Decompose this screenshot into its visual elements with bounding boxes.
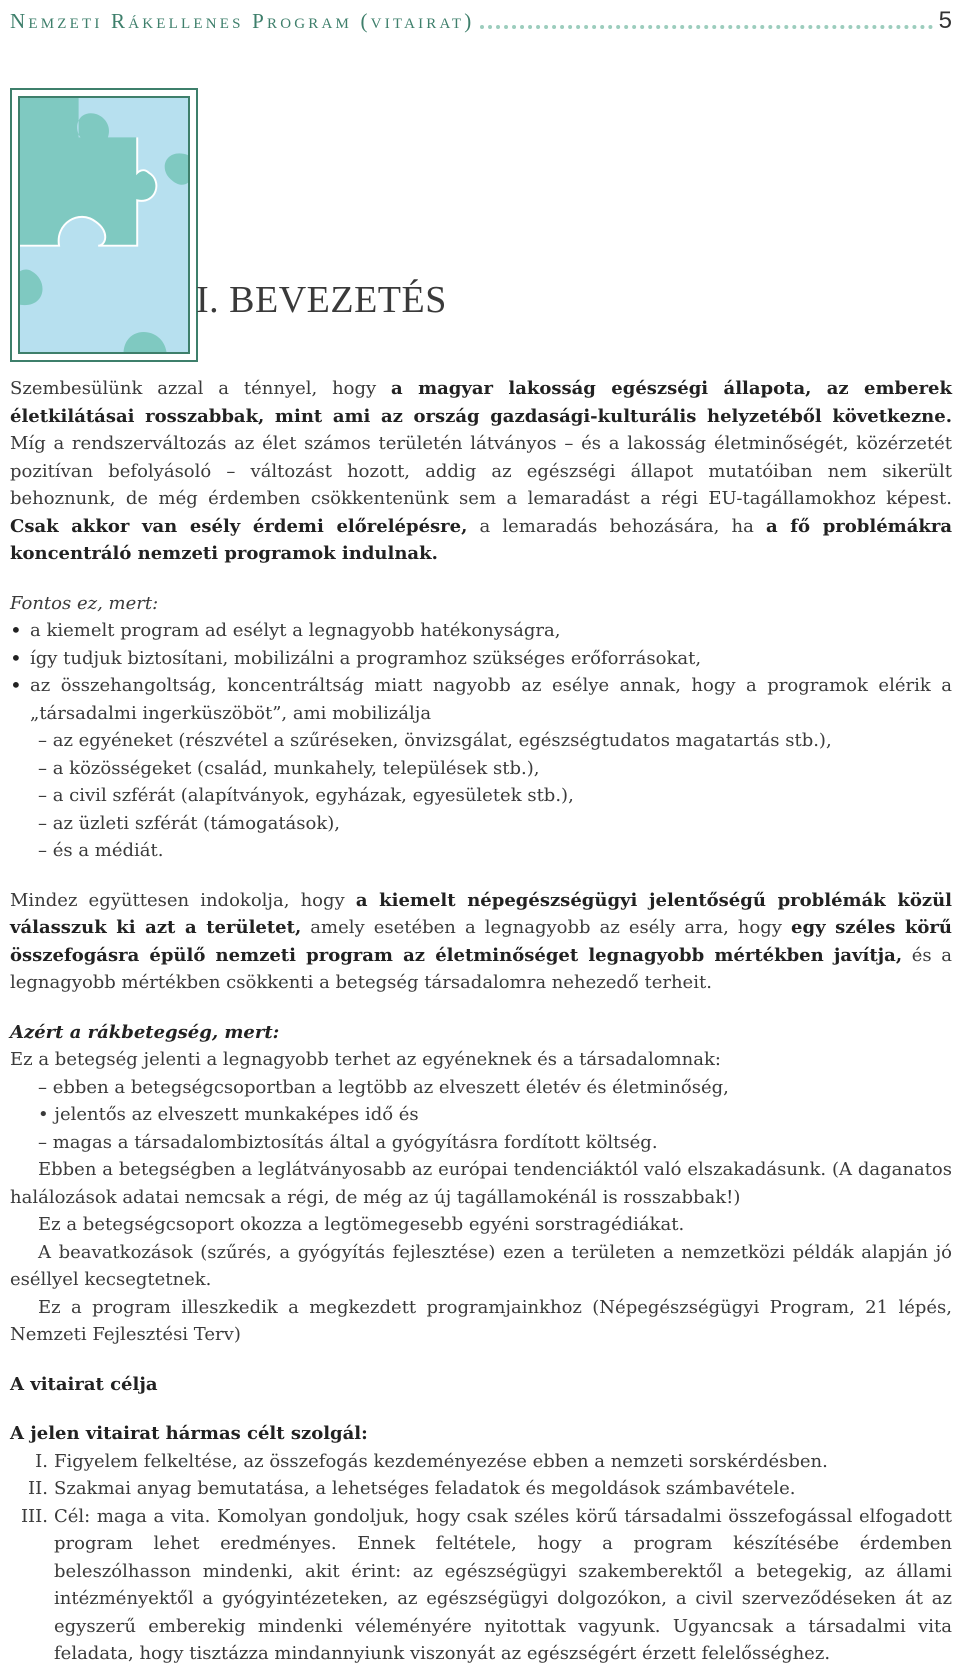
mindez-text-3: és a legnagyobb mértékben csökkenti a betegség társadalomra nehezedő terheit. (10, 944, 952, 993)
azert-item-marker: – (38, 1131, 47, 1153)
goal-item-number: III. (20, 1505, 48, 1527)
goal-item (10, 1448, 952, 1476)
azert-lead: Ez a betegség jelenti a legnagyobb terhet az egyéneknek és a társadalomnak: (10, 1049, 721, 1070)
goal-item-number: II. (28, 1478, 48, 1499)
intro-bold-2: Csak akkor van esély érdemi előrelépésre, (10, 515, 468, 537)
mindez-bold-1: a kiemelt népegészségügyi jelentőségű problémák közül válasszuk ki azt a területet, (10, 889, 952, 938)
goal-item-text: Figyelem felkeltése, az összefogás kezdeményezése ebben a nemzeti sorskérdésben. (54, 1450, 828, 1472)
fontos-dash-item: – a közösségeket (család, munkahely, települések stb.), (38, 757, 540, 779)
azert-item-text: jelentős az elveszett munkaképes idő és (54, 1104, 419, 1125)
azert-paragraph: Ez a betegségcsoport okozza a legtömegesebb egyéni sorstragédiákat. (38, 1214, 685, 1235)
fontos-bullet: • az összehangoltság, koncentráltság miatt nagyobb az esélye annak, hogy a programok elérik a „társadalmi ingerküszöböt”, ami mobilizálja (10, 672, 952, 727)
puzzle-pieces-icon (20, 98, 188, 352)
mindez-bold-2: egy széles körű összefogásra épülő nemzeti program az életminőséget legnagyobb mértékben javítja, (10, 917, 953, 966)
chapter-title: I. BEVEZETÉS (196, 279, 447, 321)
puzzle-illustration (10, 88, 198, 362)
intro-paragraph (10, 375, 952, 568)
mindez-text-2: amely esetében a legnagyobb az esély arra, hogy (301, 917, 792, 938)
fontos-dash-item: – az egyéneket (részvétel a szűréseken, önvizsgálat, egészségtudatos magatartás stb.), (38, 730, 832, 751)
page-body (10, 375, 952, 1668)
goal-heading: A vitairat célja (10, 1373, 158, 1395)
fontos-dash-item: – az üzleti szférát (támogatások), (38, 812, 341, 834)
fontos-dash-item: – és a médiát. (38, 840, 164, 861)
azert-item-marker: – (38, 1076, 47, 1098)
puzzle-frame (18, 96, 190, 354)
running-title: Nemzeti Rákellenes Program (vitairat) (10, 8, 475, 33)
azert-item (10, 1129, 952, 1157)
fontos-bullet: • a kiemelt program ad esélyt a legnagyobb hatékonyságra, (10, 617, 952, 645)
goal-item-number: I. (35, 1450, 48, 1472)
goal-item (10, 1503, 952, 1668)
goal-subheading: A jelen vitairat hármas célt szolgál: (10, 1423, 368, 1444)
goal-item-text: Cél: maga a vita. Komolyan gondoljuk, hogy csak széles körű társadalmi összefogással elfogadott program lehet eredményes. Ennek feltétele, hogy a program készítésébe érdemben beleszólhasson mindenki, akit érint: az egészségügyi szakemberektől a betegekig, az állami intézményektől a gyógyintézeteken, az egészségügyi dolgozókon, a civil szerveződéseken át az egyszerű emberekig mindenki véleményére nyitottak vagyunk. Ugyancsak a társadalmi vita feladata, hogy tisztázza mindannyiunk viszonyát az egészségért érzett felelősséghez. (54, 1505, 952, 1664)
azert-item-marker: • (38, 1104, 49, 1125)
azert-heading: Azért a rákbetegség, mert: (10, 1021, 280, 1043)
azert-item-text: ebben a betegségcsoportban a legtöbb az elveszett életév és életminőség, (52, 1076, 729, 1098)
fontos-dash-item: – a civil szférát (alapítványok, egyházak, egyesületek stb.), (38, 785, 574, 806)
fontos-bullet: • így tudjuk biztosítani, mobilizálni a programhoz szükséges erőforrásokat, (10, 645, 952, 673)
azert-paragraph: A beavatkozások (szűrés, a gyógyítás fejlesztése) ezen a területen a nemzetközi példák alapján jó eséllyel kecsegtetnek. (10, 1241, 952, 1290)
fontos-lead: Fontos ez, mert: (10, 592, 159, 614)
mindez-paragraph (10, 887, 952, 997)
intro-bold-3: a fő problémákra koncentráló nemzeti programok indulnak. (10, 515, 952, 564)
running-header (10, 8, 952, 34)
intro-bold-1: a magyar lakosság egészségi állapota, az emberek életkilátásai rosszabbak, mint ami az ország gazdasági-kulturális helyzetéből következne. (10, 378, 952, 427)
goal-item (10, 1475, 952, 1503)
intro-text-3: a lemaradás behozására, ha (467, 515, 766, 537)
azert-item (10, 1074, 952, 1102)
page-number: 5 (938, 7, 952, 34)
mindez-text-1: Mindez együttesen indokolja, hogy (10, 889, 356, 911)
intro-text-2: Míg a rendszerváltozás az élet számos területén látványos – és a lakosság életminőségét, közérzetét pozitívan befolyásoló – változást hozott, addig az egészségi állapot mutatóiban nem sikerült behoznunk, de még érdemben csökkentenünk sem a lemaradást a régi EU-tagállamokhoz képest. (10, 433, 952, 509)
azert-paragraph: Ez a program illeszkedik a megkezdett programjainkhoz (Népegészségügyi Program, 21 lépés, Nemzeti Fejlesztési Terv) (10, 1296, 952, 1345)
intro-text-1: Szembesülünk azzal a ténnyel, hogy (10, 378, 392, 399)
azert-paragraph: Ebben a betegségben a leglátványosabb az európai tendenciáktól való elszakadásunk. (A daganatos halálozások adatai nemcsak a régi, de még az új tagállamokénál is rosszabbak!) (10, 1159, 952, 1208)
header-dot-leader (480, 22, 932, 29)
azert-item (10, 1101, 952, 1129)
goal-item-text: Szakmai anyag bemutatása, a lehetséges feladatok és megoldások számbavétele. (54, 1478, 796, 1499)
azert-item-text: magas a társadalombiztosítás által a gyógyításra fordított költség. (52, 1131, 658, 1153)
